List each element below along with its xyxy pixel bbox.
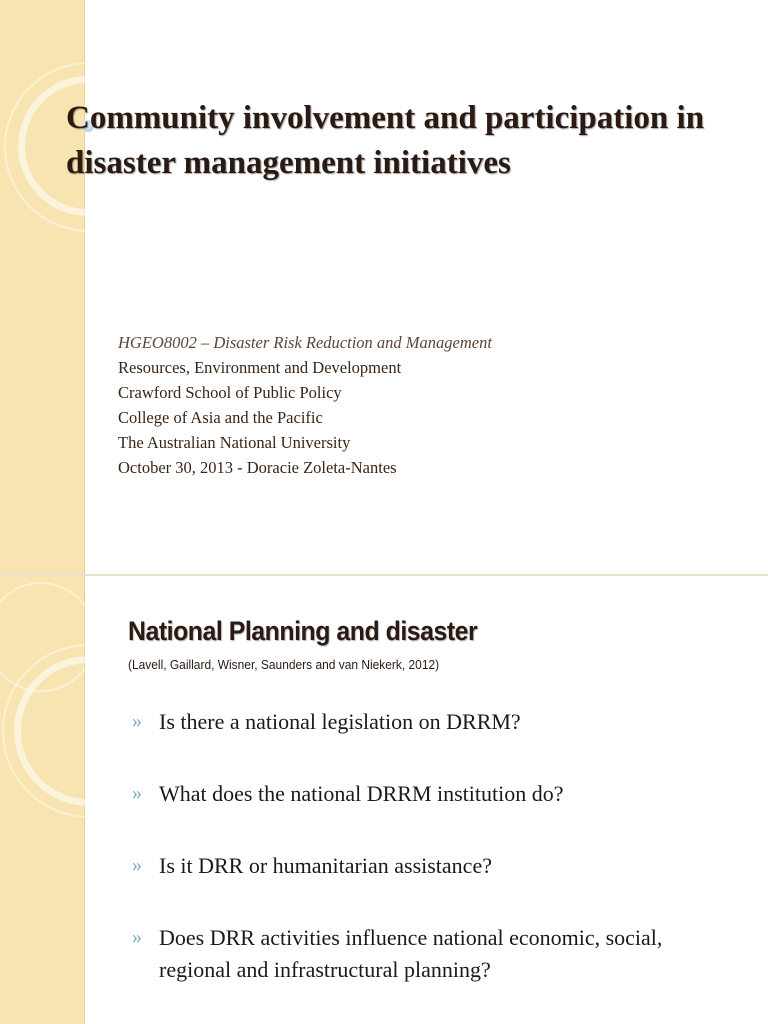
slide-title: National Planning and disaster [128, 616, 478, 646]
chevron-bullet-icon: » [132, 710, 142, 732]
chevron-bullet-icon: » [132, 854, 142, 876]
list-item [132, 706, 722, 738]
subtitle-line: October 30, 2013 - Doracie Zoleta-Nantes [118, 458, 397, 477]
subtitle-block [118, 330, 718, 480]
citation: (Lavell, Gaillard, Wisner, Saunders and van Niekerk, 2012) [128, 657, 440, 672]
subtitle-line: The Australian National University [118, 433, 351, 452]
bullet-list [132, 706, 722, 1024]
slide-title: Community involvement and participation in disaster management initiatives [66, 100, 705, 181]
bullet-text: What does the national DRRM institution do? [159, 781, 564, 806]
list-item [132, 922, 722, 986]
bullet-text: Is it DRR or humanitarian assistance? [159, 853, 492, 878]
bullet-text: Does DRR activities influence national economic, social, regional and infrastructural planning? [159, 925, 663, 982]
chevron-bullet-icon: » [132, 782, 142, 804]
chevron-bullet-icon: » [132, 926, 142, 948]
content-slide [0, 576, 768, 1024]
course-line: HGEO8002 – Disaster Risk Reduction and Management [118, 333, 492, 352]
bullet-text: Is there a national legislation on DRRM? [159, 709, 521, 734]
subtitle-line: Resources, Environment and Development [118, 358, 402, 377]
list-item [132, 778, 722, 810]
subtitle-line: Crawford School of Public Policy [118, 383, 342, 402]
list-item [132, 850, 722, 882]
subtitle-line: College of Asia and the Pacific [118, 408, 323, 427]
